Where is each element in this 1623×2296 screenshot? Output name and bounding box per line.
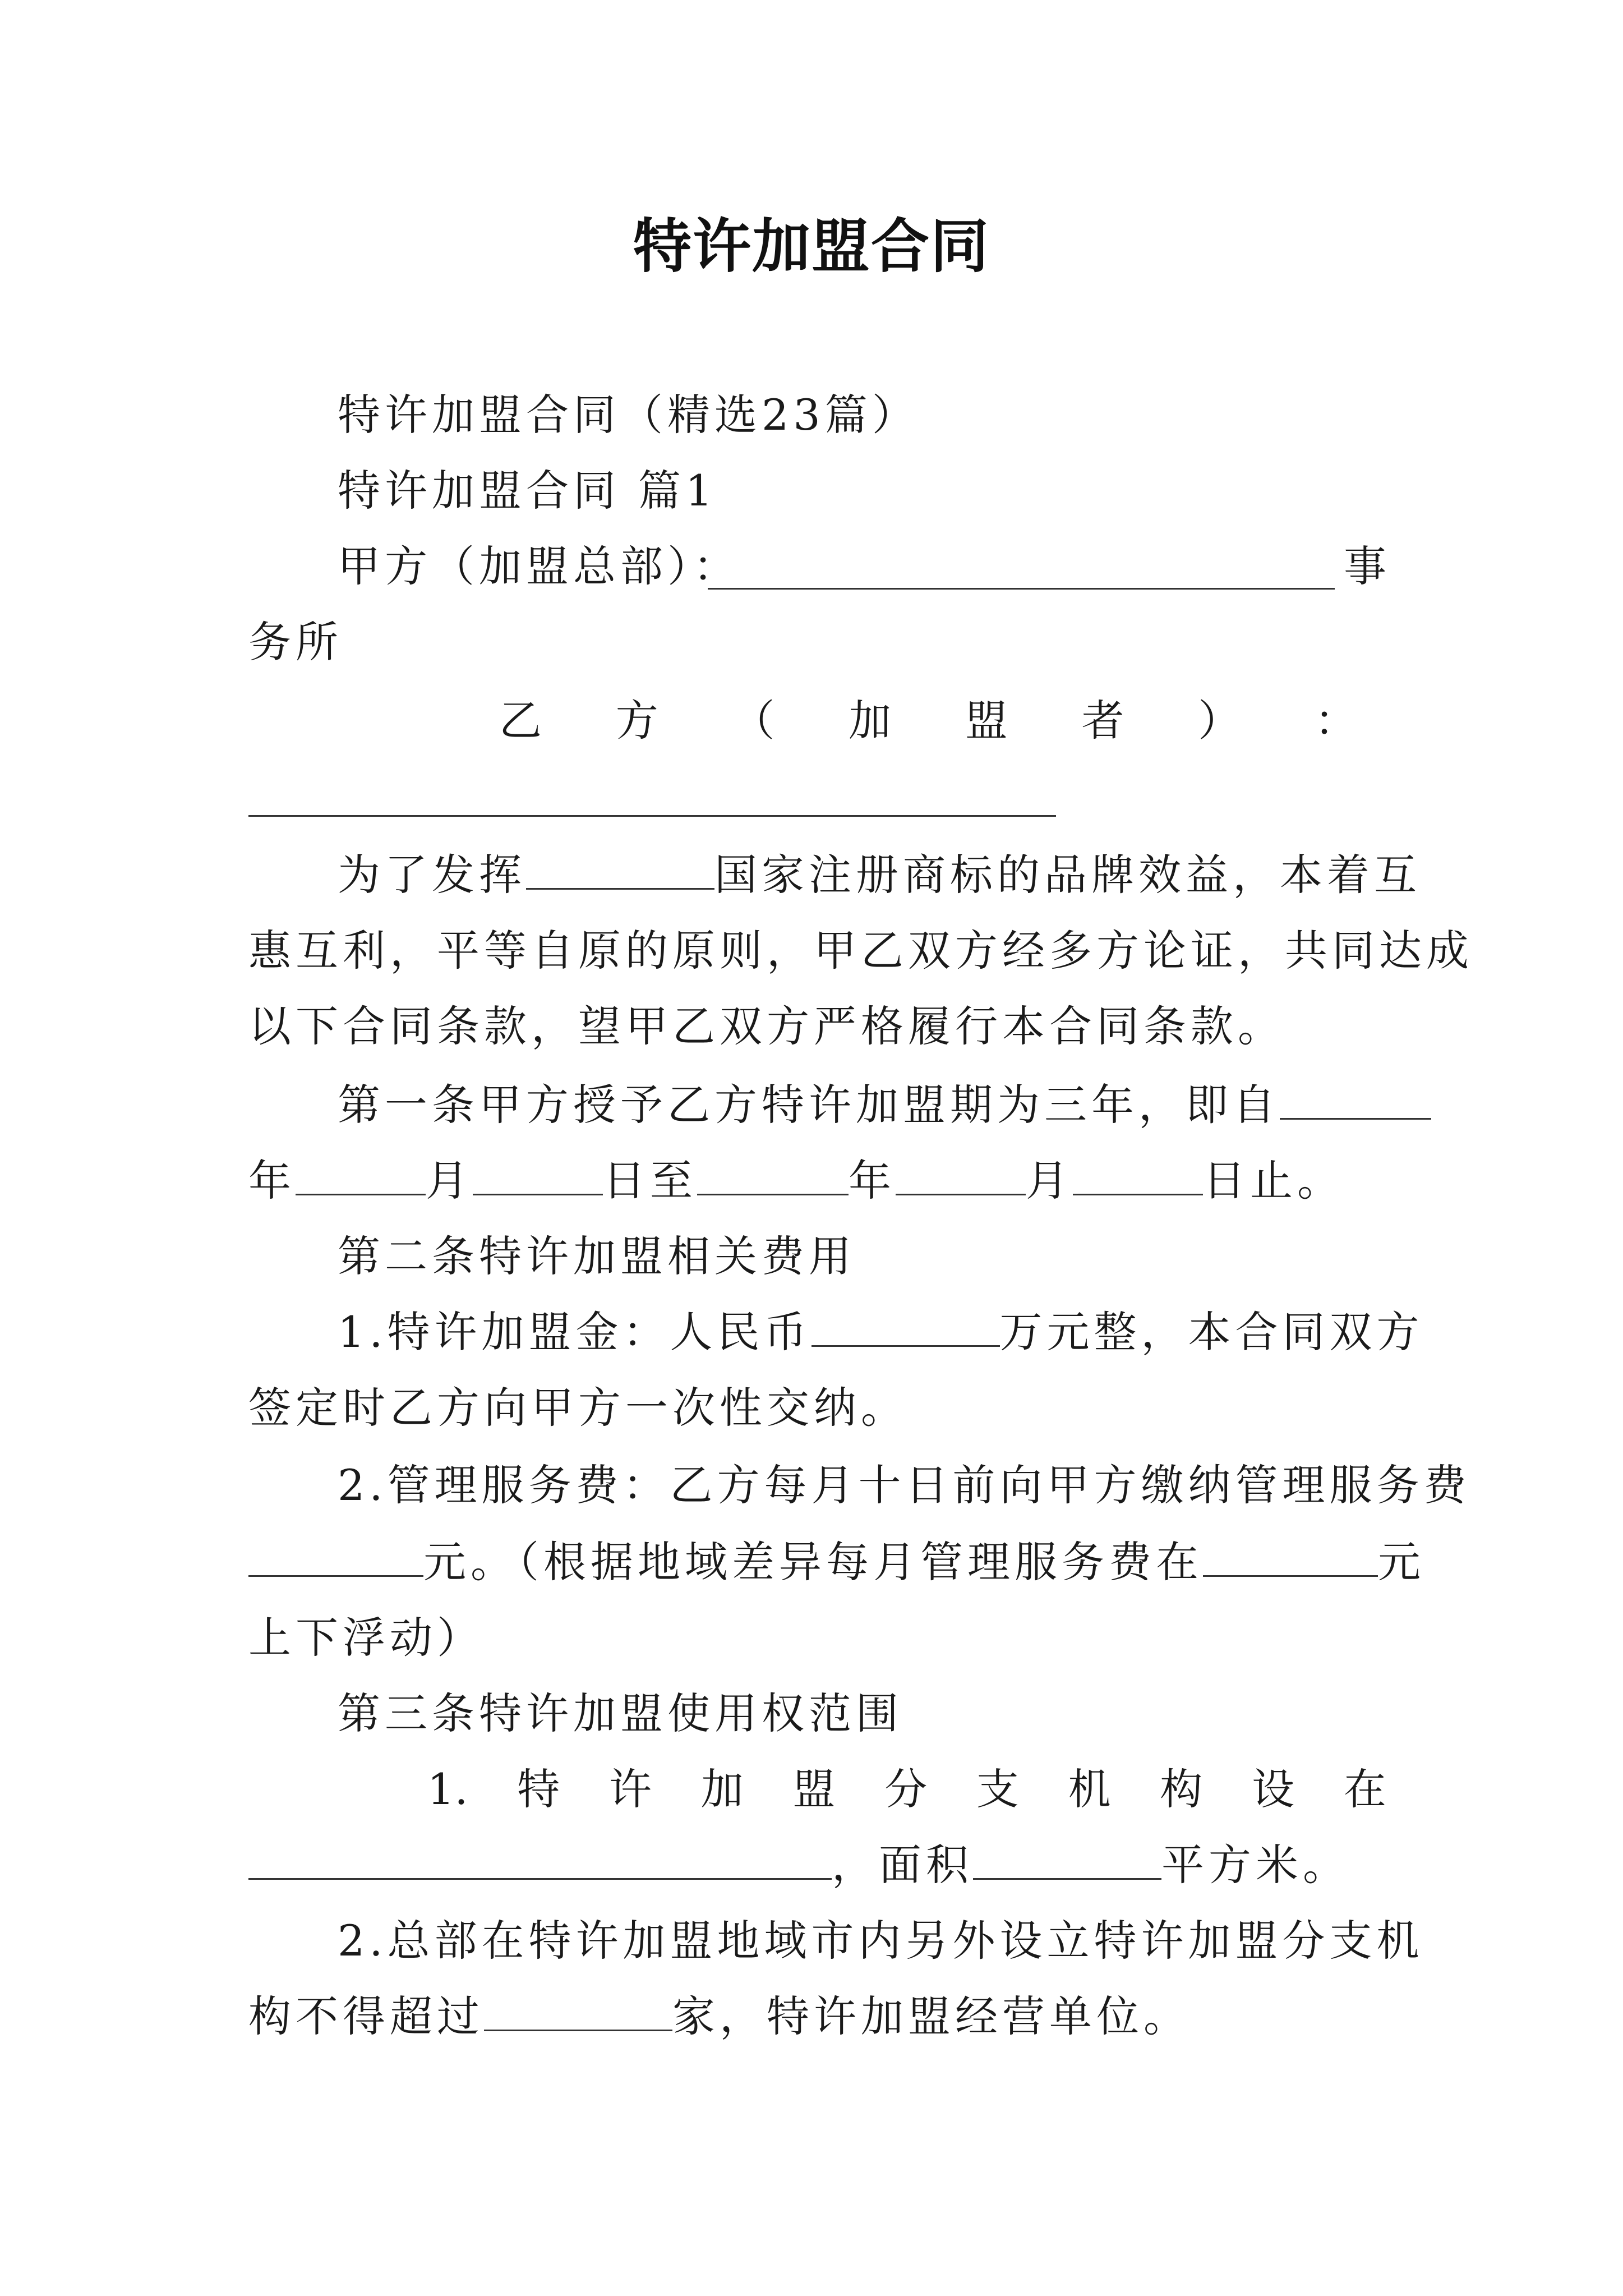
article-3-item-1 bbox=[427, 1761, 1386, 1818]
party-b-blank bbox=[248, 815, 1056, 817]
area-blank bbox=[973, 1838, 1161, 1880]
party-b-char: 乙 bbox=[499, 696, 542, 746]
intro-text: 国家注册商标的品牌效益，本着互 bbox=[714, 850, 1421, 900]
item-char: 分 bbox=[884, 1764, 928, 1814]
year-label: 年 bbox=[849, 1156, 896, 1205]
item-char: 构 bbox=[1160, 1764, 1203, 1814]
party-b-char: 者 bbox=[1081, 696, 1124, 746]
item-char: 特 bbox=[517, 1764, 560, 1814]
service-fee-text: 元。（根据地域差异每月管理服务费在 bbox=[423, 1537, 1203, 1587]
party-b-char: （ bbox=[732, 696, 775, 746]
party-b-char: 方 bbox=[615, 696, 658, 746]
party-a-blank bbox=[708, 588, 1335, 590]
area-label: ，面积 bbox=[832, 1840, 973, 1890]
article-2-item-2-end: 上下浮动） bbox=[248, 1613, 484, 1663]
start-month-blank bbox=[296, 1153, 426, 1195]
item-char: 加 bbox=[700, 1764, 744, 1814]
item-char: 支 bbox=[976, 1764, 1019, 1814]
article-2-item-1-cont: 签定时乙方向甲方一次性交纳。 bbox=[248, 1383, 908, 1433]
item-char: 设 bbox=[1252, 1764, 1295, 1814]
intro-line-2: 惠互利，平等自原的原则，甲乙双方经多方论证，共同达成 bbox=[248, 926, 1473, 976]
item-char: 在 bbox=[1343, 1764, 1386, 1814]
party-a-suffix-cont: 务所 bbox=[248, 617, 343, 667]
article-2-item-2-cont bbox=[248, 1534, 1425, 1590]
end-month-blank bbox=[896, 1153, 1026, 1195]
article-2-item-1 bbox=[338, 1304, 1424, 1360]
intro-text: 为了发挥 bbox=[338, 850, 526, 900]
article-2-item-2: 2.管理服务费：乙方每月十日前向甲方缴纳管理服务费 bbox=[338, 1460, 1471, 1510]
intro-line-3: 以下合同条款，望甲乙双方严格履行本合同条款。 bbox=[248, 1001, 1285, 1051]
article-1-text: 第一条甲方授予乙方特许加盟期为三年，即自 bbox=[338, 1080, 1280, 1130]
party-b-char: 盟 bbox=[965, 696, 1008, 746]
article-3-item-2-cont bbox=[248, 1989, 1191, 2045]
intro-line-1 bbox=[338, 847, 1421, 903]
article-3-item-1-cont bbox=[248, 1837, 1350, 1893]
article-3-heading: 第三条特许加盟使用权范围 bbox=[338, 1688, 903, 1738]
item-char: 盟 bbox=[792, 1764, 836, 1814]
party-a-suffix: 事 bbox=[1344, 541, 1391, 591]
day-end-label: 日止。 bbox=[1203, 1156, 1344, 1205]
limit-text: 构不得超过 bbox=[248, 1991, 484, 2041]
limit-text: 家，特许加盟经营单位。 bbox=[672, 1991, 1191, 2041]
article-1-line-2 bbox=[248, 1153, 1344, 1209]
brand-blank bbox=[526, 848, 714, 890]
franchise-fee-blank bbox=[811, 1305, 1000, 1347]
document-title: 特许加盟合同 bbox=[633, 211, 990, 280]
branch-count-blank bbox=[484, 1989, 672, 2031]
article-3-item-2: 2.总部在特许加盟地域市内另外设立特许加盟分支机 bbox=[338, 1916, 1424, 1966]
area-unit: 平方米。 bbox=[1161, 1840, 1350, 1890]
party-b-label bbox=[499, 693, 1357, 749]
section-heading: 特许加盟合同 篇1 bbox=[338, 466, 717, 516]
party-a-label: 甲方（加盟总部）： bbox=[338, 541, 740, 591]
party-b-char: ： bbox=[1314, 696, 1357, 746]
year-label: 年 bbox=[248, 1156, 296, 1205]
day-to-label: 日至 bbox=[603, 1156, 697, 1205]
month-label: 月 bbox=[1026, 1156, 1073, 1205]
start-day-blank bbox=[473, 1153, 603, 1195]
start-year-blank bbox=[1280, 1078, 1431, 1120]
article-1-line-1 bbox=[338, 1077, 1431, 1133]
service-fee-unit: 元 bbox=[1378, 1537, 1425, 1587]
item-char: 许 bbox=[608, 1764, 652, 1814]
article-2-heading: 第二条特许加盟相关费用 bbox=[338, 1231, 856, 1281]
fee-range-blank bbox=[1203, 1535, 1378, 1577]
item-char: 1. bbox=[427, 1764, 468, 1814]
month-label: 月 bbox=[426, 1156, 473, 1205]
subtitle: 特许加盟合同（精选23篇） bbox=[338, 390, 919, 440]
party-b-char: ） bbox=[1198, 696, 1241, 746]
service-fee-blank bbox=[248, 1535, 423, 1577]
party-b-char: 加 bbox=[849, 696, 892, 746]
end-year-blank bbox=[697, 1153, 849, 1195]
location-blank bbox=[248, 1838, 832, 1880]
fee-text: 万元整，本合同双方 bbox=[999, 1307, 1424, 1357]
item-char: 机 bbox=[1068, 1764, 1111, 1814]
end-day-blank bbox=[1073, 1153, 1203, 1195]
fee-text: 1.特许加盟金：人民币 bbox=[338, 1307, 811, 1357]
